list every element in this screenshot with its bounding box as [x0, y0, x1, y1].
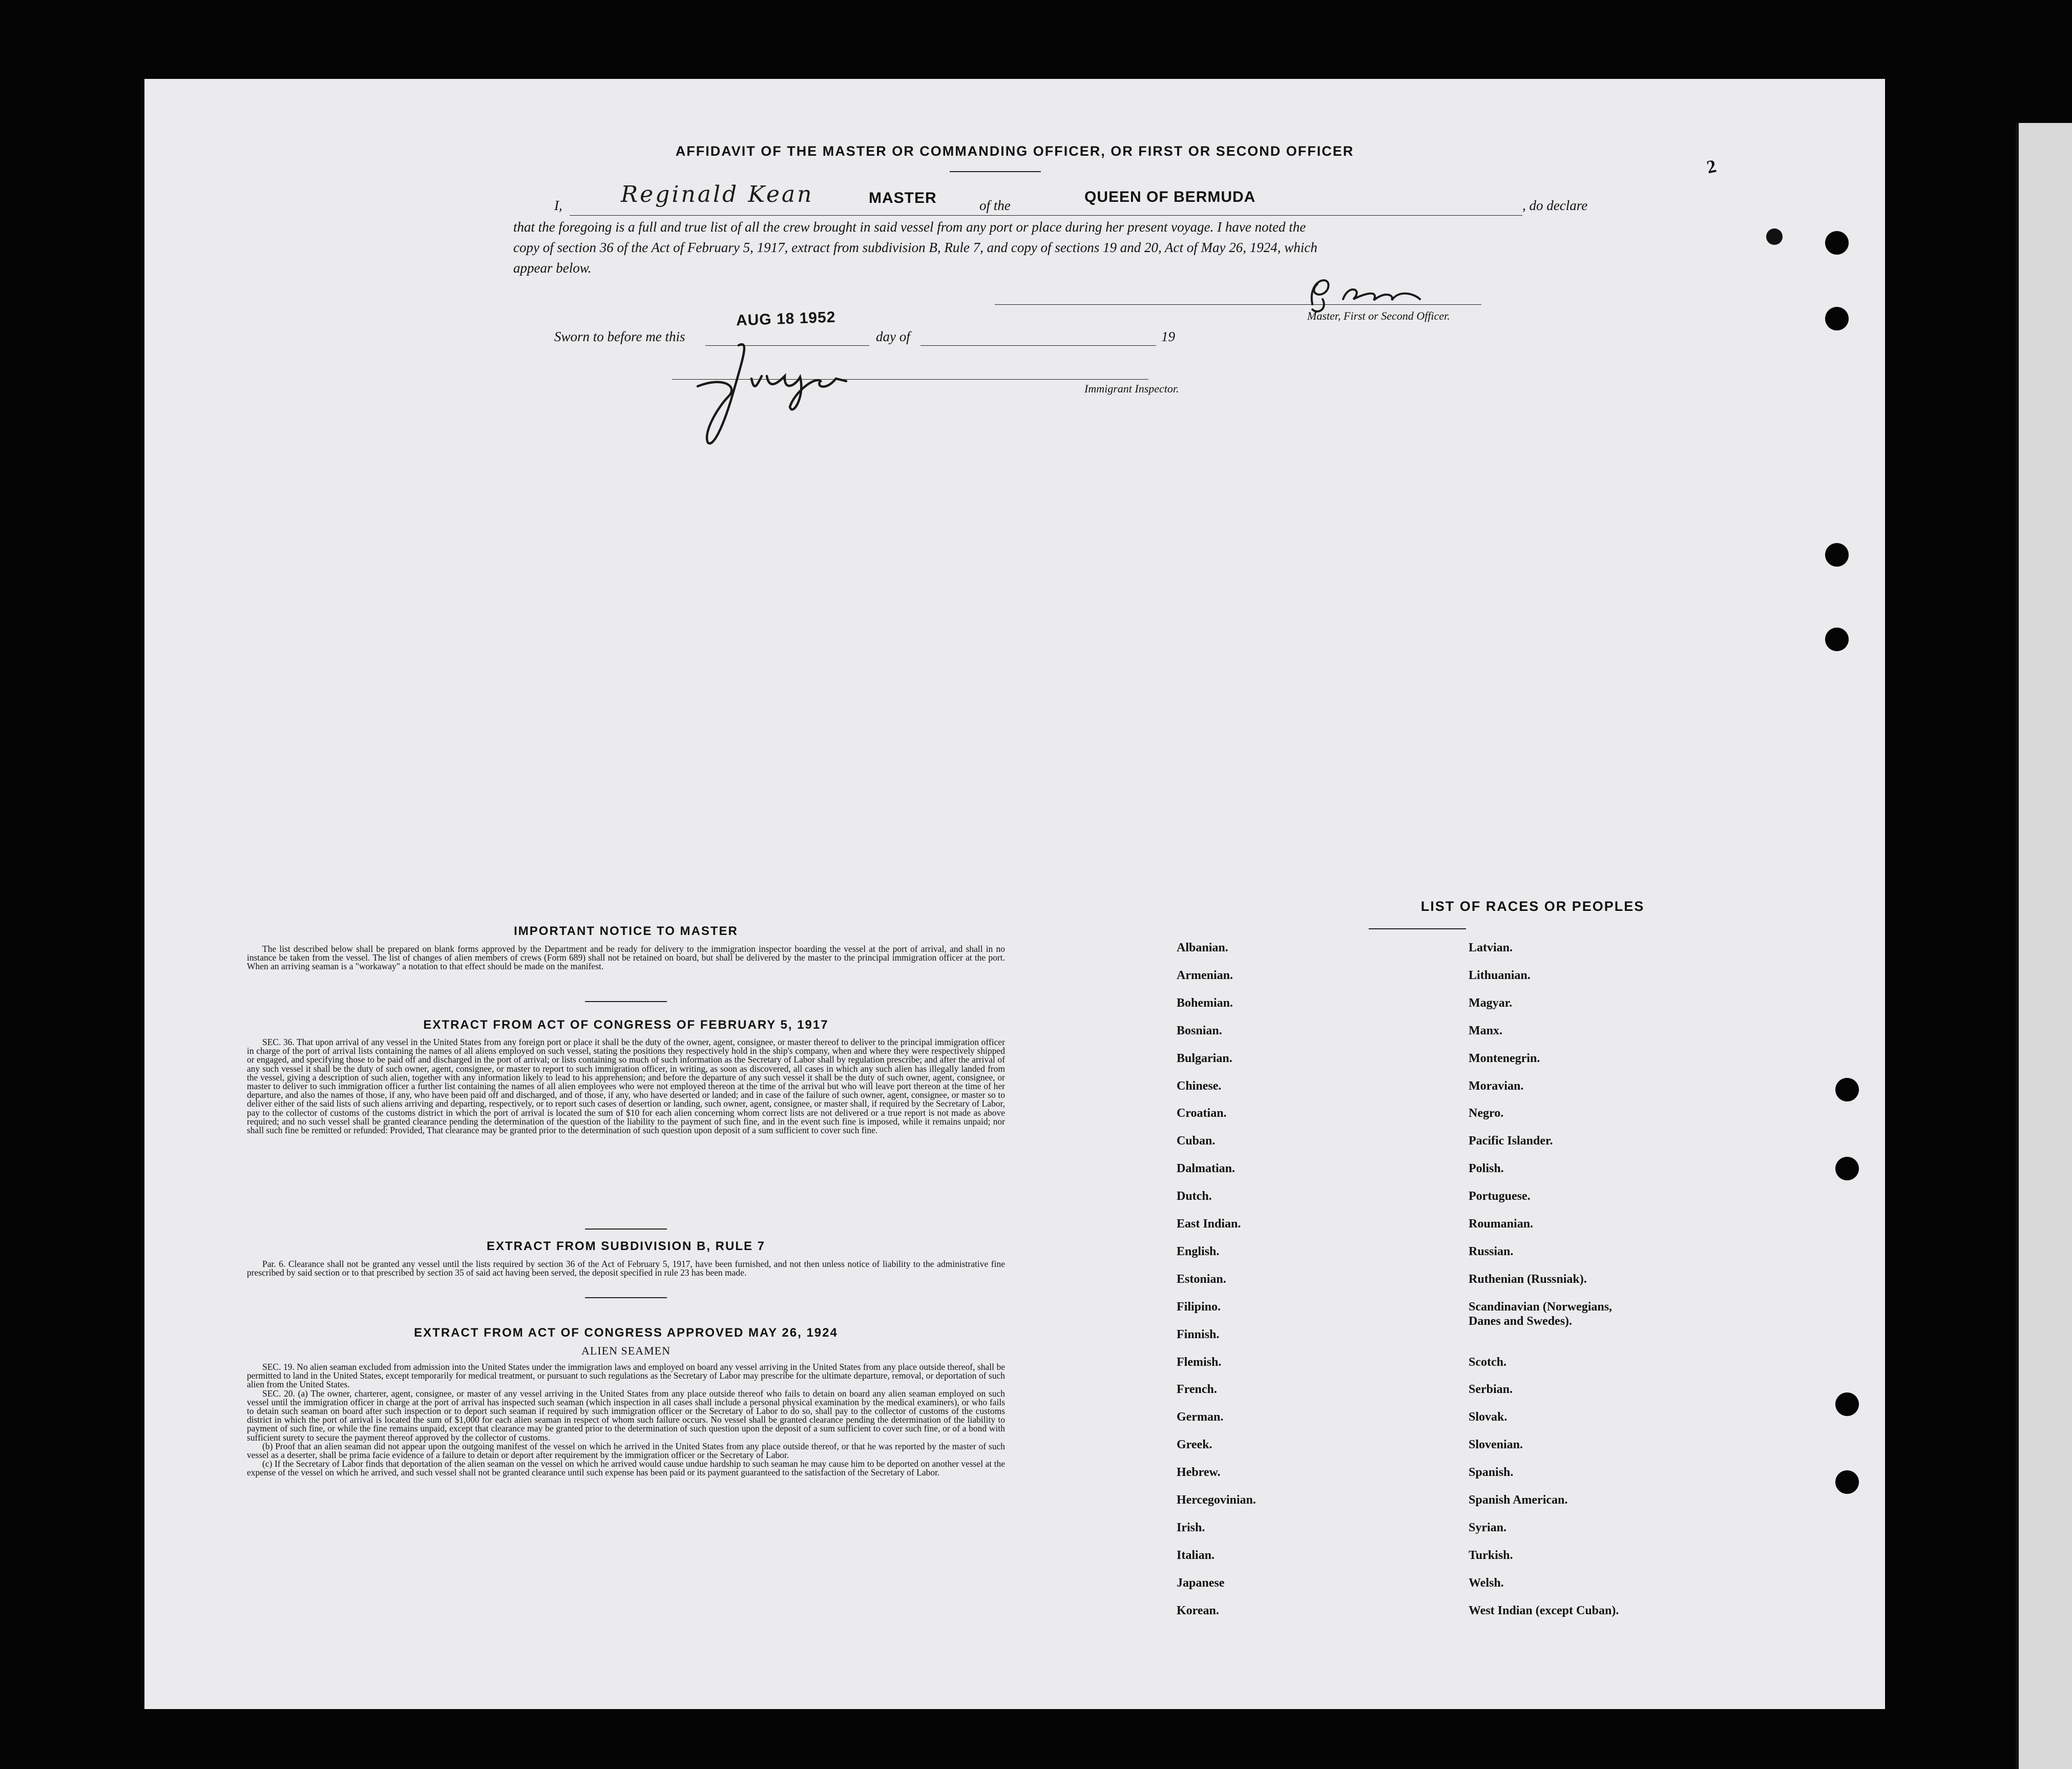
alien-seamen-subtitle: ALIEN SEAMEN [581, 1344, 671, 1357]
race-item: Irish. [1177, 1521, 1205, 1534]
month-line [920, 345, 1156, 346]
race-item: Latvian. [1469, 941, 1513, 954]
section-20a-paragraph: SEC. 20. (a) The owner, charterer, agent, consignee, or master of any vessel arriving in the United States from any place outside thereof who fails to detain on board any alien seaman employed on such vessel until the immigration officer in charge at the port of arrival has inspected such seaman (which inspection in all cases shall include a personal physical examination by the medical examiners), or who fails to detain such seaman on board after such inspection or to deport such seaman if required by such immigration officer or the Secretary of Labor to do so, shall pay to the collector of customs of the customs district in which the port of arrival is located the sum of $1,000 for each alien seaman in respect of whom such failure occurs. No vessel shall be granted clearance pending the determination of the liability to payment of such fine, or while the fine remains unpaid, except that clearance may be granted prior to the determination of such question upon the deposit of a sum sufficient to cover such fine, or of a bond with sufficient surety to secure the payment thereof approved by the collector of customs. [247, 1388, 1005, 1443]
punch-hole [1825, 628, 1849, 651]
affidavit-line-3: copy of section 36 of the Act of February 5, 1917, extract from subdivision B, Rule 7, and copy of sections 19 and 20, Act of May 26, 1924, which [513, 240, 1317, 255]
race-item: Italian. [1177, 1548, 1215, 1562]
title-divider [950, 171, 1041, 172]
section-36-paragraph: SEC. 36. That upon arrival of any vessel in the United States from any foreign port or place it shall be the duty of the owner, agent, consignee, or master thereof to deliver to the principal immigration officer in charge of the port of arrival lists containing the names of all aliens employed on such vessel, stating the positions they respectively hold in the ship's company, when and where they were respectively shipped or engaged, and specifying those to be paid off and discharged in the port of arrival; or lists containing so much of such information as the Secretary of Labor shall by regulation prescribe; and after the arrival of any such vessel it shall be the duty of such owner, agent, consignee, or master to report to such immigration officer, in writing, as soon as discovered, all cases in which any such alien has illegally landed from the vessel, giving a description of such alien, together with any information likely to lead to his apprehension; and before the departure of any such vessel it shall be the duty of such owner, agent, consignee, or master to deliver to such immigration officer a further list containing the names of all alien employees who were not employed thereon at the time of the arrival but who will leave port thereon at the time of her departure, and also the names of those, if any, who have been paid off and discharged, and of those, if any, who have deserted or landed; and in case of the failure of such owner, agent, consignee, or master so to deliver either of the said lists of such aliens arriving and departing, respectively, or to report such cases of desertion or landing, such owner, agent, consignee, or master shall, if required by the Secretary of Labor, pay to the collector of customs of the customs district in which the port of arrival is located the sum of $10 for each alien concerning whom correct lists are not delivered or a true report is not made as above required; and no such vessel shall be granted clearance pending the determination of the question of the liability to the payment of such fine, and in the event such fine is imposed, while it remains unpaid; nor shall such fine be remitted or refunded: Provided, That clearance may be granted prior to the determination of such question upon deposit of a sum sufficient to cover such fine. [247, 1037, 1005, 1136]
race-item: Slovak. [1469, 1410, 1508, 1424]
race-item: Spanish. [1469, 1466, 1514, 1480]
day-of-label: day of [876, 329, 910, 344]
race-item: Albanian. [1177, 941, 1228, 954]
punch-hole [1825, 231, 1849, 255]
date-stamp: AUG 18 1952 [736, 308, 836, 329]
extract-1917-title: EXTRACT FROM ACT OF CONGRESS OF FEBRUARY 5, 1917 [423, 1018, 829, 1032]
race-item: Lithuanian. [1469, 968, 1531, 982]
of-the-label: of the [979, 198, 1011, 213]
race-item: Dutch. [1177, 1190, 1212, 1203]
race-item: Negro. [1469, 1107, 1504, 1120]
race-item: Scotch. [1469, 1355, 1506, 1369]
affidavit-title: AFFIDAVIT OF THE MASTER OR COMMANDING OFFICER, OR FIRST OR SECOND OFFICER [675, 143, 1354, 159]
race-item: Serbian. [1469, 1383, 1513, 1397]
punch-hole [1835, 1470, 1859, 1494]
race-item: Manx. [1469, 1024, 1502, 1037]
divider-2 [585, 1229, 667, 1230]
race-item: Cuban. [1177, 1134, 1216, 1148]
race-item: Bulgarian. [1177, 1051, 1232, 1065]
rule-7-title: EXTRACT FROM SUBDIVISION B, RULE 7 [486, 1239, 766, 1253]
race-item: Armenian. [1177, 968, 1233, 982]
race-item: Magyar. [1469, 996, 1513, 1010]
vessel-name-stamp: QUEEN OF BERMUDA [1084, 189, 1256, 205]
race-item: Finnish. [1177, 1327, 1220, 1341]
race-item: Russian. [1469, 1244, 1514, 1258]
punch-hole [1825, 543, 1849, 567]
race-item: Turkish. [1469, 1548, 1513, 1562]
affidavit-line-2: that the foregoing is a full and true list of all the crew brought in said vessel from any port or place during her present voyage. I have noted the [513, 219, 1306, 235]
race-item: Filipino. [1177, 1300, 1221, 1314]
race-item: Ruthenian (Russniak). [1469, 1272, 1587, 1286]
race-item: Hebrew. [1177, 1466, 1221, 1480]
document-sheet [144, 79, 1885, 1709]
do-declare: , do declare [1522, 198, 1588, 213]
punch-hole [1835, 1392, 1859, 1416]
race-item: Spanish American. [1469, 1493, 1568, 1507]
section-19-paragraph: SEC. 19. No alien seaman excluded from admission into the United States under the immigration laws and employed on board any vessel arriving in the United States from any place outside thereof, shall be permitted to land in the United States, except temporarily for medical treatment, or pursuant to such regulations as the Secretary of Labor may prescribe for the ultimate departure, removal, or deportation of such alien from the United States. [247, 1362, 1005, 1390]
race-item: Greek. [1177, 1438, 1212, 1452]
officer-caption: Master, First or Second Officer. [1307, 309, 1450, 322]
section-20c-paragraph: (c) If the Secretary of Labor finds that deportation of the alien seaman on the vessel on which he arrived would cause undue hardship to such seaman he may cause him to be deported on another vessel at the expense of the vessel on which he arrived, and such vessel shall not be granted clearance until such expense has been paid or its payment guaranteed to the satisfaction of the Secretary of Labor. [247, 1459, 1005, 1478]
punch-hole [1835, 1078, 1859, 1101]
adjacent-page-edge [2016, 123, 2072, 1769]
extract-1917-text [247, 1038, 1005, 1135]
sworn-label: Sworn to before me this [554, 329, 685, 344]
races-divider [1369, 928, 1466, 929]
race-item: Flemish. [1177, 1355, 1222, 1369]
notice-title: IMPORTANT NOTICE TO MASTER [514, 924, 738, 938]
notice-text [247, 945, 1005, 971]
race-item: Chinese. [1177, 1079, 1222, 1093]
inspector-signature [662, 330, 897, 450]
race-item: Welsh. [1469, 1576, 1504, 1590]
race-item: Estonian. [1177, 1272, 1226, 1286]
race-item: Pacific Islander. [1469, 1134, 1553, 1148]
rule-7-text [247, 1260, 1005, 1277]
rank-stamp: MASTER [869, 190, 937, 206]
section-20b-paragraph: (b) Proof that an alien seaman did not appear upon the outgoing manifest of the vessel on which he arrived in the United States from any place outside thereof, or that he was reported by the master of such vessel as a deserter, shall be prima facie evidence of a failure to detain or deport after requirement by the immigration officer or the Secretary of Labor. [247, 1441, 1005, 1461]
race-item: Roumanian. [1469, 1217, 1534, 1231]
race-item: Bosnian. [1177, 1024, 1222, 1037]
race-item: German. [1177, 1410, 1224, 1424]
punch-hole [1825, 307, 1849, 330]
race-item: French. [1177, 1383, 1217, 1397]
extract-1924-text [247, 1363, 1005, 1477]
extract-1924-title: EXTRACT FROM ACT OF CONGRESS APPROVED MAY 26, 1924 [414, 1326, 838, 1340]
master-name-handwritten: Reginald Kean [621, 181, 814, 207]
divider-1 [585, 1001, 667, 1002]
punch-hole [1835, 1157, 1859, 1180]
rule-7-paragraph: Par. 6. Clearance shall not be granted any vessel until the lists required by section 36 of the Act of February 5, 1917, have been furnished, and not then unless notice of liability to the administrative fine prescribed by said section or to that prescribed by section 35 of said act having been served, the deposit specified in rule 23 has been made. [247, 1259, 1005, 1278]
race-item: Slovenian. [1469, 1438, 1523, 1452]
races-list-title: LIST OF RACES OR PEOPLES [1420, 899, 1645, 914]
vessel-line [1031, 215, 1522, 216]
year-label: 19 [1161, 329, 1175, 344]
race-item: Portuguese. [1469, 1190, 1531, 1203]
race-item: Dalmatian. [1177, 1162, 1235, 1176]
inspector-caption: Immigrant Inspector. [1084, 382, 1179, 395]
pre-name: I, [554, 198, 562, 213]
race-item: East Indian. [1177, 1217, 1241, 1231]
race-item: Moravian. [1469, 1079, 1524, 1093]
race-item: Korean. [1177, 1604, 1219, 1617]
ink-blot [1766, 228, 1783, 245]
divider-3 [585, 1297, 667, 1298]
race-item: English. [1177, 1244, 1220, 1258]
race-item: Polish. [1469, 1162, 1504, 1176]
race-item: Japanese [1177, 1576, 1225, 1590]
race-item: Montenegrin. [1469, 1051, 1540, 1065]
race-item: Bohemian. [1177, 996, 1233, 1010]
race-item: Hercegovinian. [1177, 1493, 1256, 1507]
affidavit-line-4: appear below. [513, 260, 592, 276]
notice-paragraph: The list described below shall be prepared on blank forms approved by the Department and be ready for delivery to the immigration inspector boarding the vessel at the port of arrival, and shall in no instance be taken from the vessel. The list of changes of alien members of crews (Form 689) shall not be retained on board, but shall be delivered by the master to the principal immigration officer at the port. When an arriving seaman is a "workaway" a notation to that effect should be made on the manifest. [247, 944, 1005, 972]
race-item: West Indian (except Cuban). [1469, 1604, 1619, 1617]
page-mark: 2 [1705, 155, 1718, 178]
race-item: Syrian. [1469, 1521, 1507, 1534]
race-item: Croatian. [1177, 1107, 1227, 1120]
race-item: Scandinavian (Norwegians, Danes and Swedes). [1469, 1300, 1613, 1328]
